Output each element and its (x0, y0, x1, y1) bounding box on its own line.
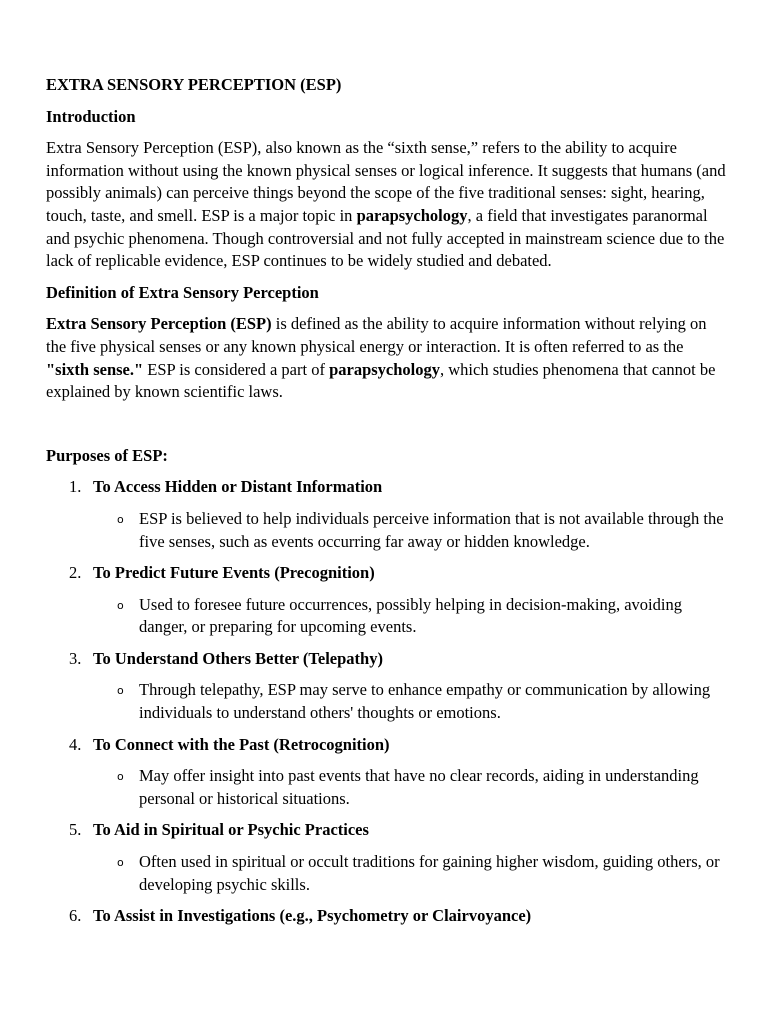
circle-bullet-icon: o (117, 856, 124, 870)
list-item (46, 905, 726, 928)
item-description: ESP is believed to help individuals perceive information that is not available through the five senses, such as events occurring far away or hidden knowledge. (139, 508, 724, 551)
definition-paragraph (46, 313, 726, 403)
document-page (46, 74, 726, 937)
sub-item (93, 765, 726, 810)
list-item (46, 648, 726, 725)
intro-bold-parapsychology: parapsychology (356, 205, 468, 225)
purposes-list (46, 476, 726, 928)
intro-text-2: , a field that investigates paranormal and psychic phenomena. Though controversial and not fully accepted in mainstream science due to the lack of replicable evidence, ESP continues to be widely studied and debated. (46, 205, 725, 271)
list-item (46, 562, 726, 639)
intro-text-1: Extra Sensory Perception (ESP), also known as the “sixth sense,” refers to the ability to acquire information without using the known physical senses or logical inference. It suggests that humans (and possibly animals) can perceive things beyond the scope of the five traditional senses: sight, hearing, touch, taste, and smell. ESP is a major topic in (46, 138, 726, 225)
definition-text-3: , which studies phenomena that cannot be explained by known scientific laws. (46, 359, 716, 402)
item-description: May offer insight into past events that have no clear records, aiding in understanding personal or historical situations. (139, 766, 699, 808)
circle-bullet-icon: o (117, 598, 124, 612)
sub-item (93, 679, 726, 724)
item-title: To Connect with the Past (Retrocognition) (93, 734, 390, 754)
item-title: To Understand Others Better (Telepathy) (93, 648, 383, 668)
sub-item (93, 508, 726, 553)
item-title: To Predict Future Events (Precognition) (93, 563, 375, 583)
purposes-heading: Purposes of ESP: (46, 445, 168, 465)
sub-item (93, 594, 726, 639)
intro-paragraph (46, 137, 726, 273)
definition-text-2: ESP is considered a part of (143, 359, 330, 379)
sub-list (93, 594, 726, 639)
item-title: To Aid in Spiritual or Psychic Practices (93, 820, 369, 840)
sub-list (93, 851, 726, 896)
definition-bold-esp: Extra Sensory Perception (ESP) (46, 314, 272, 334)
item-title: To Assist in Investigations (e.g., Psychometry or Clairvoyance) (93, 906, 532, 926)
definition-bold-sixth-sense: "sixth sense." (46, 359, 144, 379)
item-number: 6. (69, 906, 82, 926)
item-number: 4. (69, 734, 82, 754)
sub-item (93, 851, 726, 896)
circle-bullet-icon: o (117, 684, 124, 698)
circle-bullet-icon: o (117, 770, 124, 784)
list-item (46, 734, 726, 811)
sub-list (93, 765, 726, 810)
item-number: 5. (69, 820, 82, 840)
document-title: EXTRA SENSORY PERCEPTION (ESP) (46, 75, 342, 94)
sub-list (93, 679, 726, 724)
sub-list (93, 508, 726, 553)
item-number: 3. (69, 648, 82, 668)
definition-bold-parapsychology: parapsychology (329, 359, 441, 379)
item-number: 1. (69, 477, 82, 497)
item-title: To Access Hidden or Distant Information (93, 477, 383, 497)
circle-bullet-icon: o (117, 512, 124, 526)
item-number: 2. (69, 563, 82, 583)
spacer (46, 413, 726, 445)
item-description: Used to foresee future occurrences, possibly helping in decision-making, avoiding danger, or preparing for upcoming events. (139, 594, 682, 637)
item-description: Through telepathy, ESP may serve to enhance empathy or communication by allowing individuals to understand others' thoughts or emotions. (139, 680, 711, 723)
definition-heading: Definition of Extra Sensory Perception (46, 282, 319, 302)
intro-heading: Introduction (46, 106, 136, 126)
list-item (46, 819, 726, 896)
definition-text-1: is defined as the ability to acquire information without relying on the five physical senses or any known physical energy or interaction. It is often referred to as the (46, 314, 707, 356)
item-description: Often used in spiritual or occult traditions for gaining higher wisdom, guiding others, or developing psychic skills. (139, 852, 720, 894)
list-item (46, 476, 726, 553)
